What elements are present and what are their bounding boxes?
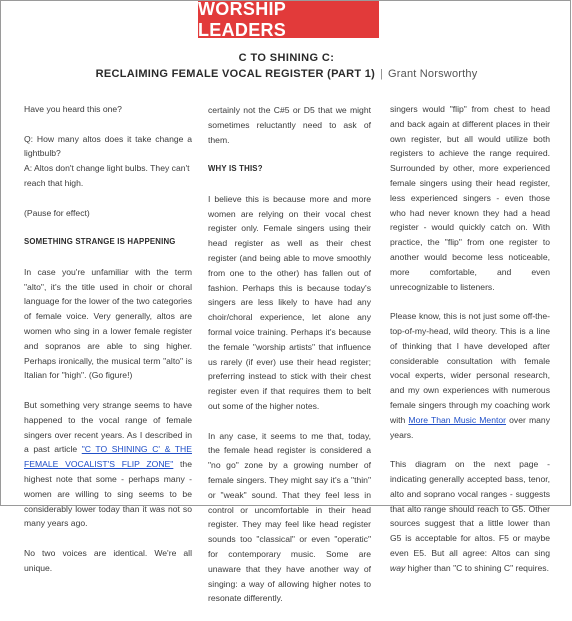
emphasis-text: way [390,562,406,573]
paragraph: certainly not the C#5 or D5 that we might sometimes reluctantly need to ask of them. [208,105,371,145]
paragraph: (Pause for effect) [24,207,90,218]
paragraph [24,398,192,531]
joke-answer: A: Altos don't change light bulbs. They can't reach that high. [24,163,190,188]
paragraph [24,132,192,191]
paragraph: singers would "flip" from chest to head and back again at different places in their own register, but all would utilize both registers to achieve the range required. Surrounded by other, more experienced female singers using their head register, less experienced singers - even those who had never known they had a head register - would quickly catch on. With practice, the "flip" from one register to another would become less noticeable, more comfortable, and even unrecognizable to listeners. [390,104,550,292]
column-1 [24,102,192,590]
section-banner: WORSHIP LEADERS [198,1,379,38]
column-3 [390,102,550,590]
joke-question: Q: How many altos does it take change a lightbulb? [24,133,192,159]
paragraph: I believe this is because more and more women are relying on their vocal chest register only. Female singers using their head register as well as their chest register (and being able to move smoothly from one to the other) has fallen out of fashion. Perhaps this is because today's singers are less likely to have had any choir/choral experience, let alone any formal voice training. Perhaps it's because the female "worship artists" that influence us rarely (if ever) use their head register; preferring instead to stick with their chest register even if that requires them to belt out some of the higher notes. [208,193,371,411]
article-title-line1: C TO SHINING C: [238,52,335,64]
article-title-main: RECLAIMING FEMALE VOCAL REGISTER (PART 1) [95,68,376,80]
paragraph-text: Please know, this is not just some off-the-top-of-my-head, wild theory. This is a line of thinking that I have developed after considerable consultation with female vocal experts, wider personal research, and my own experiences with numerous female singers through my coaching work with [390,311,550,425]
article-author: Grant Norsworthy [388,68,478,80]
article-title-line2 [1,68,572,80]
paragraph-text: This diagram on the next page - indicating generally accepted bass, tenor, alto and soprano vocal ranges - suggests that alto range should reach to G5. Other sources suggest that a little lower than G5 is acceptable for altos. F5 or maybe even E5. But all agree: Altos can sing [390,459,550,558]
paragraph: Have you heard this one? [24,104,122,114]
past-article-link[interactable]: "C TO SHINING C' & THE FEMALE VOCALIST'S FLIP ZONE" [24,444,192,470]
section-heading: WHY IS THIS? [208,164,263,174]
paragraph-text: over many years. [390,414,551,440]
section-heading: SOMETHING STRANGE IS HAPPENING [24,237,176,247]
paragraph: In case you're unfamiliar with the term "alto", it's the title used in choir or choral language for the lower of the two categories of female voice. Very generally, altos are women who sing in a lower female register and sopranos are able to sing higher. Perhaps ironically, the musical term "alto" is Italian for "high". (Go figure!) [24,266,192,381]
paragraph-text: But something very strange seems to have happened to the vocal range of female singers over recent years. As I described in a past article [24,399,192,455]
column-2 [208,103,371,621]
title-separator: | [380,68,384,80]
paragraph [390,457,550,575]
paragraph-text: the highest note that some - perhaps many - women are willing to sing seems to be considerably lower today than it was not so many years ago. [24,459,192,529]
paragraph: No two voices are identical. We're all unique. [24,547,192,573]
paragraph: In any case, it seems to me that, today, the female head register is considered a "no go" zone by a growing number of female singers. They might say it's a "thin" or "weak" sound. That they feel less in control or uncomfortable in their head register. They may feel like head register sounds too "classical" or even "operatic" for contemporary music. Some are unaware that they have another way of singing: a way of allowing higher notes to resonate differently. [208,430,371,604]
paragraph-text: higher than "C to shining C" requires. [405,562,549,573]
paragraph [390,309,550,442]
mentor-link[interactable]: More Than Music Mentor [408,414,507,425]
